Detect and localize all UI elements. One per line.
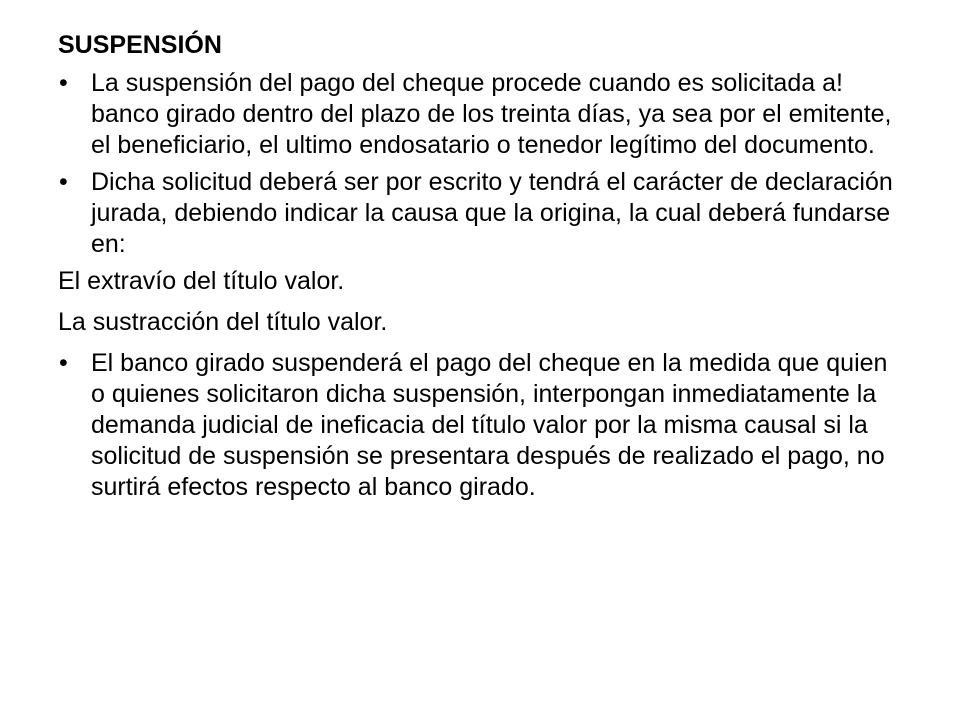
cause-item-loss: El extravío del título valor.	[58, 267, 345, 295]
bullet-marker: •	[59, 69, 68, 97]
slide-content	[58, 30, 908, 509]
cause-item-theft: La sustracción del título valor.	[58, 308, 388, 336]
slide-title: SUSPENSIÓN	[58, 31, 222, 59]
bullet-item-bank-suspension	[58, 348, 908, 503]
bullet-text: La suspensión del pago del cheque procede cuando es solicitada a! banco girado dentro del plazo de los treinta días, ya sea por el emitente, el beneficiario, el ultimo endosatario o tenedor legítimo del documento.	[91, 69, 892, 159]
bullet-item-written-request	[58, 167, 908, 260]
bullet-text: Dicha solicitud deberá ser por escrito y tendrá el carácter de declaración jurada, debiendo indicar la causa que la origina, la cual deberá fundarse en:	[91, 168, 893, 258]
bullet-text: El banco girado suspenderá el pago del cheque en la medida que quien o quienes solicitaron dicha suspensión, interpongan inmediatamente la demanda judicial de ineficacia del título valor por la misma causal si la solicitud de suspensión se presentara después de realizado el pago, no surtirá efectos respecto al banco girado.	[91, 349, 888, 501]
bullet-item-suspension-timing	[58, 68, 908, 161]
bullet-marker: •	[59, 168, 68, 196]
bullet-marker: •	[59, 349, 68, 377]
